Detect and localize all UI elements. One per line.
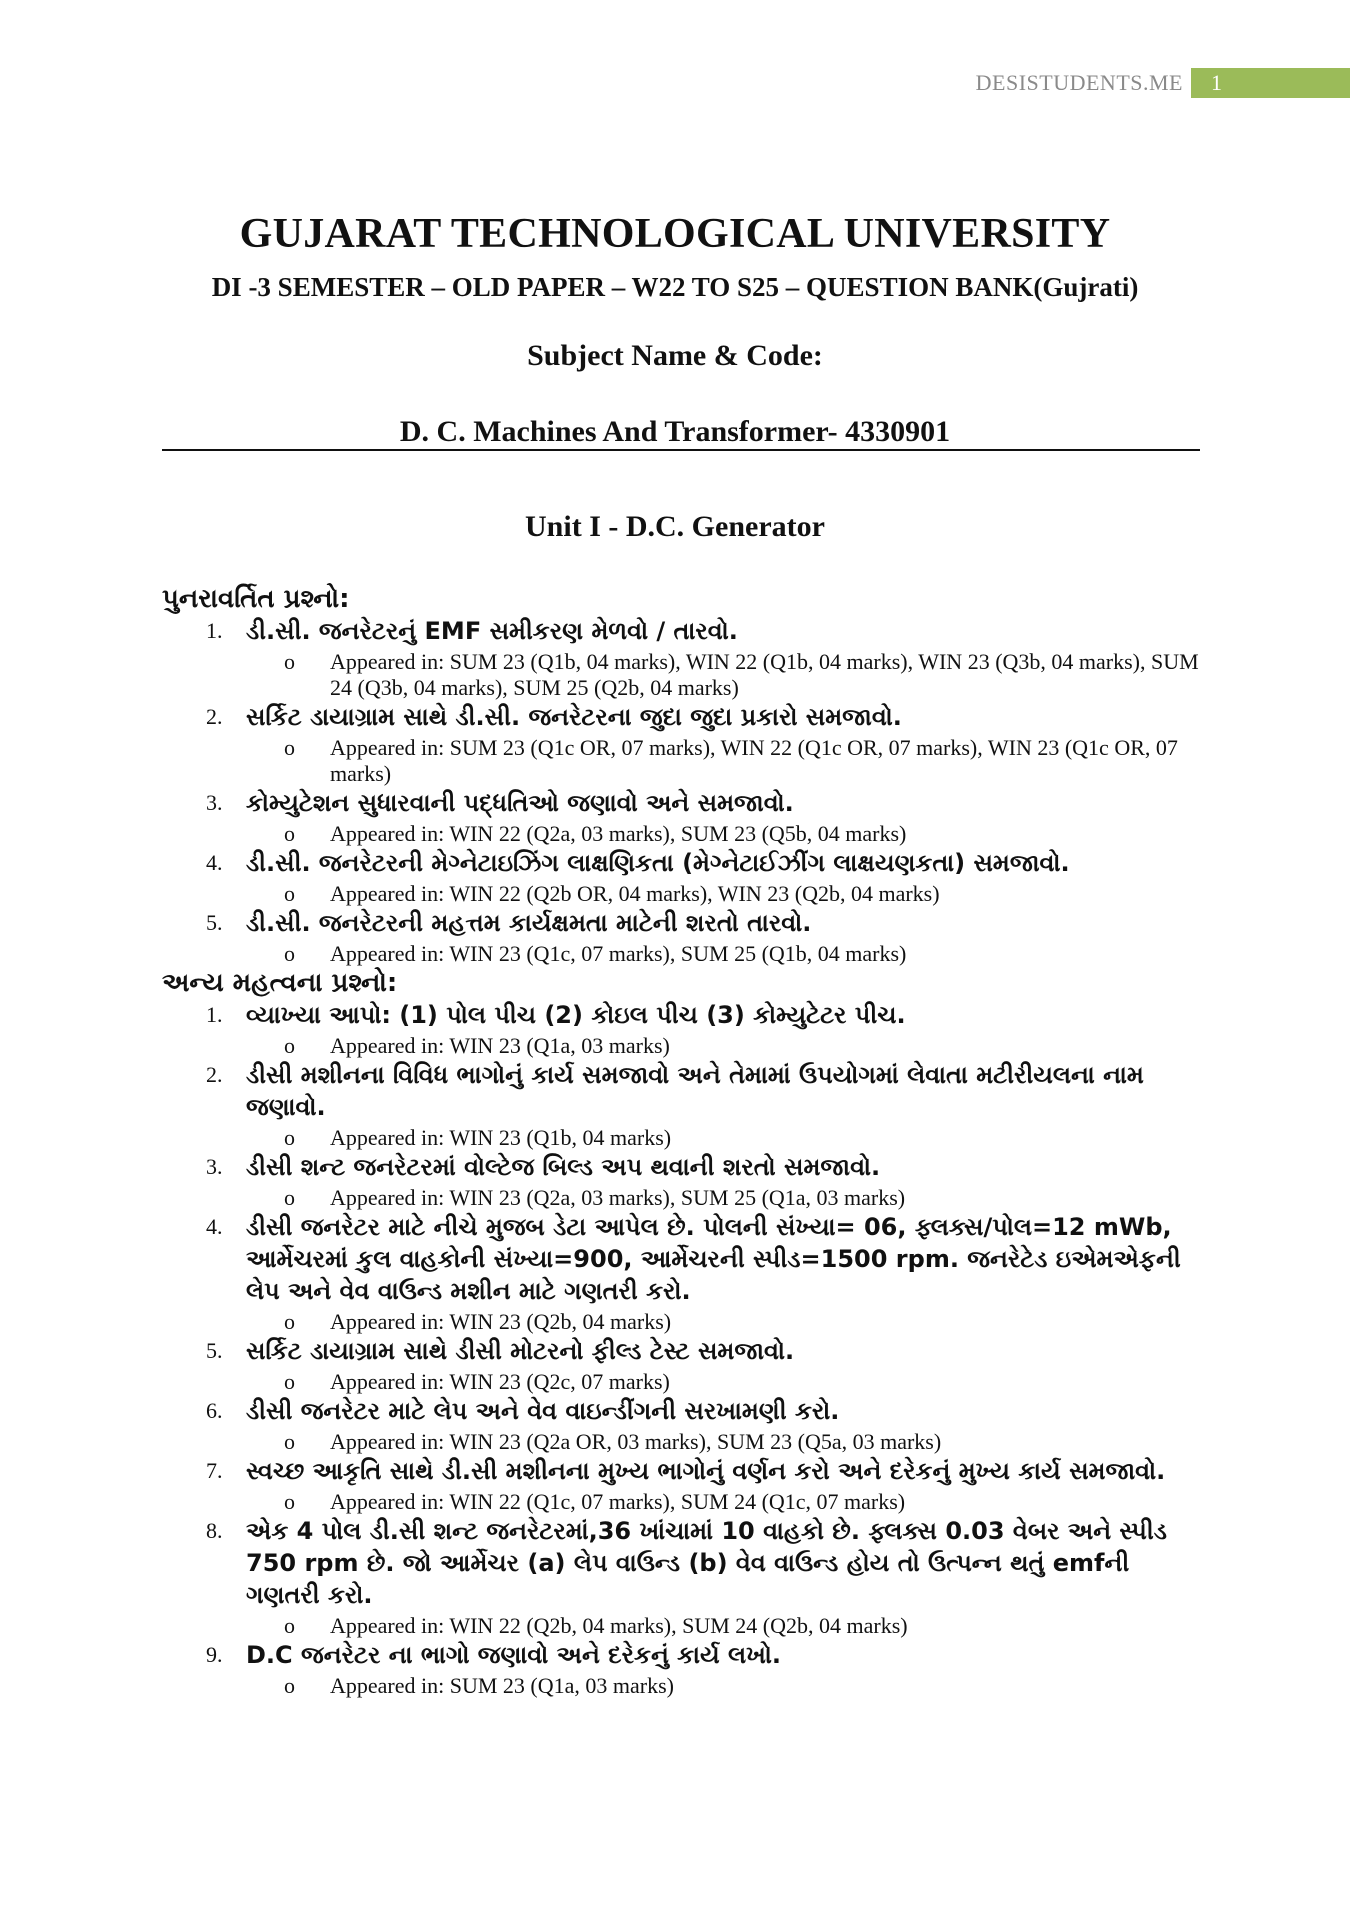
bullet-icon: o xyxy=(284,1033,295,1058)
bullet-icon: o xyxy=(284,1673,295,1698)
question-item xyxy=(162,1455,1202,1515)
question-number: 4. xyxy=(206,850,223,875)
appeared-in-text: Appeared in: SUM 23 (Q1c OR, 07 marks), WIN 22 (Q1c OR, 07 marks), WIN 23 (Q1c OR, 07 marks) xyxy=(330,735,1178,786)
question-text: વ્યાખ્યા આપો: (1) પોલ પીચ (2) કોઇલ પીચ (3) કોમ્યુટેટર પીચ. xyxy=(246,1001,906,1029)
question-text: સર્કિટ ડાયાગ્રામ સાથે ડીસી મોટરનો ફીલ્ડ ટેસ્ટ સમજાવો. xyxy=(246,1337,795,1365)
bullet-icon: o xyxy=(284,881,295,906)
bullet-icon: o xyxy=(284,1369,295,1394)
question-item xyxy=(162,1151,1202,1211)
appeared-in-text: Appeared in: WIN 23 (Q1b, 04 marks) xyxy=(330,1125,672,1150)
bullet-icon: o xyxy=(284,1125,295,1150)
question-number: 2. xyxy=(206,1062,223,1087)
site-name: DESISTUDENTS.ME xyxy=(975,70,1183,95)
question-item xyxy=(162,1335,1202,1395)
appeared-in-text: Appeared in: WIN 22 (Q2b, 04 marks), SUM 24 (Q2b, 04 marks) xyxy=(330,1613,908,1638)
question-item xyxy=(162,615,1202,701)
question-text: ડી.સી. જનરેટરની મેગ્નેટાઇઝિંગ લાક્ષણિકતા (મેગ્નેટાઈઝીંગ લાક્ષયણકતા) સમજાવો. xyxy=(246,849,1070,877)
title-block xyxy=(160,210,1190,449)
question-item xyxy=(162,1639,1202,1699)
bullet-icon: o xyxy=(284,1309,295,1334)
appeared-in-text: Appeared in: SUM 23 (Q1a, 03 marks) xyxy=(330,1673,674,1698)
appeared-in-text: Appeared in: SUM 23 (Q1b, 04 marks), WIN 22 (Q1b, 04 marks), WIN 23 (Q3b, 04 marks), SUM 24 (Q3b, 04 marks), SUM 25 (Q2b, 04 marks) xyxy=(330,649,1199,700)
question-content xyxy=(162,583,1202,1699)
bullet-icon: o xyxy=(284,1489,295,1514)
appeared-in-text: Appeared in: WIN 23 (Q2a OR, 03 marks), SUM 23 (Q5a, 03 marks) xyxy=(330,1429,942,1454)
appeared-in-text: Appeared in: WIN 22 (Q2a, 03 marks), SUM 23 (Q5b, 04 marks) xyxy=(330,821,907,846)
question-number: 7. xyxy=(206,1458,223,1483)
question-item xyxy=(162,701,1202,787)
question-item xyxy=(162,1515,1202,1639)
appeared-in-text: Appeared in: WIN 23 (Q1a, 03 marks) xyxy=(330,1033,670,1058)
section-heading: પુનરાવર્તિત પ્રશ્નો: xyxy=(162,584,350,614)
bullet-icon: o xyxy=(284,941,295,966)
subject-name: D. C. Machines And Transformer- 4330901 xyxy=(399,415,951,448)
question-item xyxy=(162,1395,1202,1455)
question-text: સ્વચ્છ આકૃતિ સાથે ડી.સી મશીનના મુખ્ય ભાગોનું વર્ણન કરો અને દરેકનું મુખ્ય કાર્ય સમજાવો. xyxy=(246,1457,1166,1485)
question-number: 1. xyxy=(206,618,223,643)
bullet-icon: o xyxy=(284,1185,295,1210)
question-number: 5. xyxy=(206,1338,223,1363)
question-list xyxy=(162,615,1202,967)
question-text: ડી.સી. જનરેટરનું EMF સમીકરણ મેળવો / તારવો. xyxy=(246,617,738,645)
university-title: GUJARAT TECHNOLOGICAL UNIVERSITY xyxy=(239,211,1111,257)
appeared-in-text: Appeared in: WIN 23 (Q2b, 04 marks) xyxy=(330,1309,672,1334)
unit-title: Unit I - D.C. Generator xyxy=(525,510,825,543)
semester-line: DI -3 SEMESTER – OLD PAPER – W22 TO S25 – QUESTION BANK(Gujrati) xyxy=(211,272,1139,302)
appeared-in-text: Appeared in: WIN 22 (Q1c, 07 marks), SUM 24 (Q1c, 07 marks) xyxy=(330,1489,906,1514)
question-number: 6. xyxy=(206,1398,223,1423)
question-item xyxy=(162,1211,1202,1335)
question-item xyxy=(162,787,1202,847)
appeared-in-text: Appeared in: WIN 23 (Q2c, 07 marks) xyxy=(330,1369,670,1394)
question-list xyxy=(162,999,1202,1699)
subject-label: Subject Name & Code: xyxy=(527,339,823,372)
question-number: 1. xyxy=(206,1002,223,1027)
appeared-in-text: Appeared in: WIN 23 (Q1c, 07 marks), SUM 25 (Q1b, 04 marks) xyxy=(330,941,907,966)
section-heading: અન્ય મહત્વના પ્રશ્નો: xyxy=(162,968,398,998)
question-number: 5. xyxy=(206,910,223,935)
question-text: સર્કિટ ડાયાગ્રામ સાથે ડી.સી. જનરેટરના જુદા જુદા પ્રકારો સમજાવો. xyxy=(246,703,902,731)
question-text: એક 4 પોલ ડી.સી શન્ટ જનરેટરમાં,36 ખાંચામાં 10 વાહકો છે. ફ્લક્સ 0.03 વેબર અને સ્પીડ 750 rpm છે. જો આર્મેચર (a) લેપ વાઉન્ડ (b) વેવ વાઉન્ડ હોય તો ઉત્પન્ન થતું emfની ગણતરી કરો. xyxy=(246,1517,1167,1609)
question-text: ડીસી જનરેટર માટે નીચે મુજબ ડેટા આપેલ છે. પોલની સંખ્યા= 06, ફ્લક્સ/પોલ=12 mWb, આર્મેચરમાં કુલ વાહકોની સંખ્યા=900, આર્મેચરની સ્પીડ=1500 rpm. જનરેટેડ ઇએમએફની લેપ અને વેવ વાઉન્ડ મશીન માટે ગણતરી કરો. xyxy=(246,1213,1181,1305)
bullet-icon: o xyxy=(284,735,295,760)
page-header xyxy=(0,68,1358,100)
question-number: 2. xyxy=(206,704,223,729)
question-text: ડી.સી. જનરેટરની મહત્તમ કાર્યક્ષમતા માટેની શરતો તારવો. xyxy=(246,909,812,937)
question-number: 9. xyxy=(206,1642,223,1667)
bullet-icon: o xyxy=(284,1429,295,1454)
page-number-badge: 1 xyxy=(1191,68,1350,98)
question-item xyxy=(162,847,1202,907)
question-text: ડીસી શન્ટ જનરેટરમાં વોલ્ટેજ બિલ્ડ અપ થવાની શરતો સમજાવો. xyxy=(246,1153,881,1181)
appeared-in-text: Appeared in: WIN 22 (Q2b OR, 04 marks), WIN 23 (Q2b, 04 marks) xyxy=(330,881,940,906)
question-text: D.C જનરેટર ના ભાગો જણાવો અને દરેકનું કાર્ય લખો. xyxy=(246,1641,782,1669)
question-item xyxy=(162,999,1202,1059)
question-item xyxy=(162,907,1202,967)
question-number: 8. xyxy=(206,1518,223,1543)
question-text: ડીસી જનરેટર માટે લેપ અને વેવ વાઇન્ડીંગની સરખામણી કરો. xyxy=(246,1397,840,1425)
question-number: 3. xyxy=(206,790,223,815)
title-divider xyxy=(162,449,1200,451)
question-number: 4. xyxy=(206,1214,223,1239)
question-number: 3. xyxy=(206,1154,223,1179)
bullet-icon: o xyxy=(284,821,295,846)
question-text: કોમ્યુટેશન સુધારવાની પદ્ધતિઓ જણાવો અને સમજાવો. xyxy=(246,789,794,817)
bullet-icon: o xyxy=(284,649,295,674)
appeared-in-text: Appeared in: WIN 23 (Q2a, 03 marks), SUM 25 (Q1a, 03 marks) xyxy=(330,1185,906,1210)
question-item xyxy=(162,1059,1202,1151)
bullet-icon: o xyxy=(284,1613,295,1638)
question-text: ડીસી મશીનના વિવિધ ભાગોનું કાર્ય સમજાવો અને તેમામાં ઉપયોગમાં લેવાતા મટીરીયલના નામ જણાવો. xyxy=(246,1061,1144,1121)
